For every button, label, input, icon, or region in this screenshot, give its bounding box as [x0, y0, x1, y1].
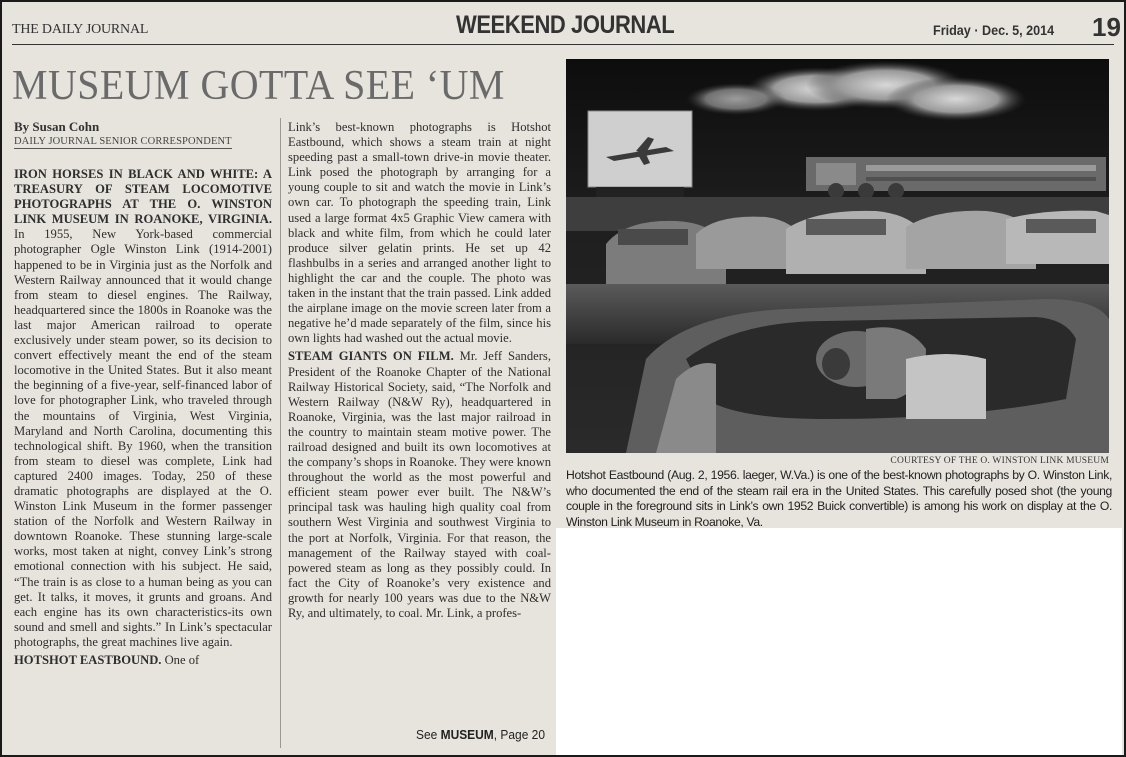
- byline: By Susan Cohn: [14, 119, 100, 134]
- byline-role: DAILY JOURNAL SENIOR CORRESPONDENT: [14, 136, 232, 147]
- paper-name: THE DAILY JOURNAL: [12, 22, 149, 37]
- column-divider: [280, 118, 281, 748]
- movie-screen: [588, 111, 692, 197]
- body-text: In 1955, New York-based commercial photographer Ogle Winston Link (1914-2001) happened to be in Virginia just as the Norfolk and Western Railway announced that it would change from steam to diesel engines. The Railway, headquartered since the 1800s in Roanoke was the last major American railroad to operate exclusively under steam power, so its decision to convert effectively meant the end of the steam locomotive in the United States. But it also meant the beginning of a five-year, self-financed labor of love for photographer Link, who traveled through the mountains of Virginia, West Virginia, Maryland and North Carolina, documenting this technological shift. By 1960, when the transition from steam to diesel was complete, Link had captured 2400 images. Today, 250 of these dramatic photographs are displayed at the O. Winston Link Museum in the former passenger station of the Norfolk and Western Railway in downtown Roanoke. These stunning large-scale works, most taken at night, convey Link’s strong emotional connection with his subject. He said, “The train is as close to a human being as you can get. It talks, it moves, it grunts and groans. And each engine has its own characteristics-its own sound and smell and sights.” In Link’s spectacular photographs, the great machines live again.: [14, 227, 272, 649]
- jump-page: , Page 20: [493, 727, 545, 742]
- photo-hotshot-eastbound: [566, 59, 1109, 453]
- photo-caption: Hotshot Eastbound (Aug. 2, 1956. laeger, W.Va.) is one of the best-known photographs by O. Winston Link, who documented the end of the steam rail era in the United States. This carefully posed shot (the young couple in the foreground sits in Link’s own 1952 Buick convertible) is among his work on display at the O. Winston Link Museum in Roanoke, Va.: [566, 468, 1112, 529]
- column-tail: [14, 653, 272, 668]
- jump-section: MUSEUM: [440, 727, 494, 742]
- body-text-2a: Link’s best-known photographs is Hotshot Eastbound, which shows a steam train at night speeding past a small-town drive-in movie theater. Link posed the photograph by arranging for a young couple to sit and watch the movie in Link’s own car. To photograph the speeding train, Link used a large format 4x5 Graphic View camera with black and white film, from which he could later produce silver gelatin prints. He set up 42 flashbulbs in a series and arranged another light to highlight the car and the couple. The photo was taken in the instant that the train passed. Link added the airplane image on the movie screen later from a negative he’d made separately of the film, since his own lights had washed out the actual movie.: [288, 120, 551, 346]
- subhead-hotshot: HOTSHOT EASTBOUND.: [14, 653, 162, 667]
- section-title: WEEKEND JOURNAL: [456, 11, 675, 39]
- body-text-2b: Mr. Jeff Sanders, President of the Roanoke Chapter of the National Railway Historical Society, said, “The Norfolk and Western Railway (N&W Ry), headquartered in Roanoke, Virginia, was the last major railroad in the country to maintain steam motive power. The railroad designed and built its own locomotives at the company’s shops in Roanoke. They were known throughout the world as the most powerful and efficient steam power ever built. The N&W’s principal task was hauling high quality coal from southern West Virginia and southwest Virginia to the port at Norfolk, Virginia. For that reason, the management of the Railway stayed with coal-powered steam as long as they possibly could. In fact the City of Roanoke’s very existence and growth for nearly 100 years was due to the N&W Ry, and ultimately, to coal. Mr. Link, a profes-: [288, 349, 551, 620]
- steam-giants-paragraph: [288, 349, 551, 621]
- headline: MUSEUM GOTTA SEE ‘UM: [12, 63, 505, 109]
- lead-in: IRON HORSES IN BLACK AND WHITE: A TREASURY OF STEAM LOCOMOTIVE PHOTOGRAPHS AT THE O. WINSTON LINK MUSEUM IN ROANOKE, VIRGINIA.: [14, 167, 272, 227]
- page-header: [12, 10, 1121, 45]
- issue-date: Friday · Dec. 5, 2014: [933, 22, 1055, 38]
- blank-area: [556, 528, 1122, 757]
- body-text-tail: One of: [161, 653, 200, 667]
- article-column-1: [14, 167, 272, 668]
- subhead-steam-giants: STEAM GIANTS ON FILM.: [288, 349, 454, 364]
- page-number: 19: [1092, 12, 1121, 42]
- jump-prefix: See: [416, 727, 441, 742]
- article-column-2: [288, 120, 551, 621]
- drive-in-train-photo: [566, 59, 1109, 453]
- jump-line[interactable]: [416, 727, 545, 742]
- photo-credit: COURTESY OF THE O. WINSTON LINK MUSEUM: [890, 456, 1109, 466]
